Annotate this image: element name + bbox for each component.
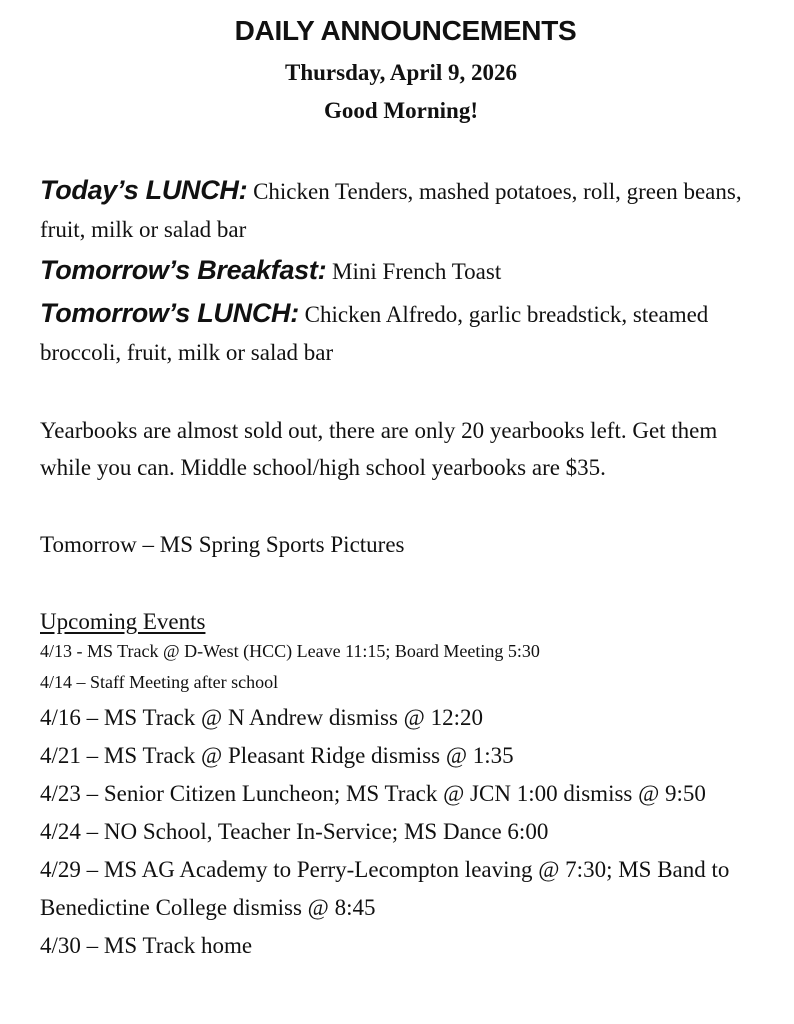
upcoming-events bbox=[40, 603, 740, 965]
event-item: 4/23 – Senior Citizen Luncheon; MS Track @ JCN 1:00 dismiss @ 9:50 bbox=[40, 781, 706, 806]
event-item: 4/24 – NO School, Teacher In-Service; MS Dance 6:00 bbox=[40, 819, 549, 844]
event-item: 4/21 – MS Track @ Pleasant Ridge dismiss @ 1:35 bbox=[40, 743, 514, 768]
events-heading: Upcoming Events bbox=[40, 609, 206, 634]
tomorrow-note: Tomorrow – MS Spring Sports Pictures bbox=[40, 532, 405, 557]
today-lunch-text: Chicken Tenders, mashed potatoes, roll, green beans, fruit, milk or salad bar bbox=[40, 179, 742, 242]
event-item: 4/30 – MS Track home bbox=[40, 933, 253, 958]
tomorrow-breakfast bbox=[40, 251, 780, 291]
tomorrow-lunch-text: Chicken Alfredo, garlic breadstick, steamed broccoli, fruit, milk or salad bar bbox=[40, 302, 709, 365]
event-item: 4/29 – MS AG Academy to Perry-Lecompton leaving @ 7:30; MS Band to Benedictine College dismiss @ 8:45 bbox=[40, 857, 730, 920]
greeting: Good Morning! bbox=[324, 98, 478, 123]
tomorrow-lunch-label: Tomorrow’s LUNCH: bbox=[40, 298, 299, 328]
tomorrow-lunch bbox=[40, 294, 780, 372]
event-item: 4/13 - MS Track @ D-West (HCC) Leave 11:15; Board Meeting 5:30 bbox=[40, 641, 540, 661]
date-line: Thursday, April 9, 2026 bbox=[285, 60, 517, 85]
yearbook-notice: Yearbooks are almost sold out, there are only 20 yearbooks left. Get them while you can. Middle school/high school yearbooks are $35. bbox=[40, 418, 718, 480]
event-item: 4/16 – MS Track @ N Andrew dismiss @ 12:20 bbox=[40, 705, 483, 730]
tomorrow-breakfast-text: Mini French Toast bbox=[326, 259, 502, 284]
tomorrow-breakfast-label: Tomorrow’s Breakfast: bbox=[40, 255, 327, 285]
event-item: 4/14 – Staff Meeting after school bbox=[40, 672, 279, 692]
today-lunch-label: Today’s LUNCH: bbox=[40, 175, 248, 205]
today-lunch bbox=[40, 171, 780, 249]
page-title: DAILY ANNOUNCEMENTS bbox=[234, 15, 577, 46]
menu-section bbox=[40, 171, 780, 372]
